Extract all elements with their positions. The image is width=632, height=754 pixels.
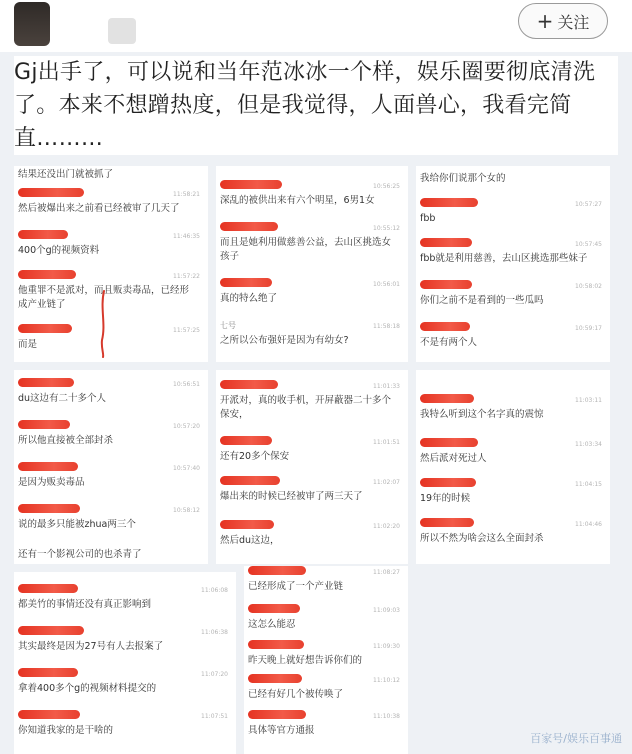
message-text: fbb xyxy=(420,213,436,224)
message-time: 11:03:11 xyxy=(575,397,602,404)
redacted-username xyxy=(18,420,70,429)
chat-message xyxy=(420,438,606,474)
redacted-username xyxy=(420,438,478,447)
chat-message xyxy=(18,166,204,186)
chat-message xyxy=(18,378,204,414)
chat-message xyxy=(220,436,404,472)
message-text: 爆出来的时候已经被审了两三天了 xyxy=(220,491,363,502)
redacted-username xyxy=(420,198,478,207)
message-text: 还有20多个保安 xyxy=(220,451,290,462)
redacted-username xyxy=(18,668,78,677)
chat-message xyxy=(248,674,404,704)
chat-screenshot-4 xyxy=(14,370,208,564)
message-time: 11:57:25 xyxy=(173,327,200,334)
message-text: 400个g的视频资料 xyxy=(18,245,100,256)
message-time: 11:07:20 xyxy=(201,671,228,678)
chat-message xyxy=(18,584,232,620)
message-text: 19年的时候 xyxy=(420,493,471,504)
follow-button[interactable] xyxy=(518,3,608,39)
redacted-username xyxy=(18,626,84,635)
redacted-username xyxy=(220,436,272,445)
message-time: 10:56:25 xyxy=(373,183,400,190)
redacted-username xyxy=(18,378,74,387)
redacted-username xyxy=(220,222,278,231)
redacted-username xyxy=(18,188,84,197)
chat-message xyxy=(18,710,232,746)
chat-screenshot-1 xyxy=(14,166,208,362)
message-time: 11:02:20 xyxy=(373,523,400,530)
chat-message xyxy=(220,380,404,432)
message-time: 11:09:30 xyxy=(373,643,400,650)
chat-message xyxy=(420,198,606,232)
username-label: 七号 xyxy=(220,321,236,330)
message-text: 开派对，真的收手机，开屏蔽器二十多个保安， xyxy=(220,395,392,420)
chat-message xyxy=(248,604,404,634)
redacted-username xyxy=(220,180,282,189)
message-text: 而且是她利用做慈善公益，去山区挑选女孩子 xyxy=(220,237,392,262)
message-text: 所以不然为啥会这么全面封杀 xyxy=(420,533,544,544)
message-time: 10:58:02 xyxy=(575,283,602,290)
message-text: 具体等官方通报 xyxy=(248,725,315,736)
message-text: 不是有两个人 xyxy=(420,337,478,348)
message-time: 11:10:38 xyxy=(373,713,400,720)
message-time: 11:10:12 xyxy=(373,677,400,684)
watermark: 百家号/娱乐百事通 xyxy=(530,732,622,745)
follow-label: 关注 xyxy=(557,12,590,32)
redacted-username xyxy=(248,640,304,649)
message-text: 他重罪不是派对，而且贩卖毒品，已经形成产业链了 xyxy=(18,285,190,310)
chat-message xyxy=(18,230,204,268)
message-time: 11:01:33 xyxy=(373,383,400,390)
message-time: 10:57:45 xyxy=(575,241,602,248)
red-pen-mark xyxy=(98,290,108,358)
message-text: 都美竹的事情还没有真正影响到 xyxy=(18,599,152,610)
message-text: 已经有好几个被传唤了 xyxy=(248,689,344,700)
message-text: 你们之前不是看到的一些瓜吗 xyxy=(420,295,544,306)
redacted-username xyxy=(18,584,78,593)
message-time: 10:59:17 xyxy=(575,325,602,332)
message-text: 是因为贩卖毒品 xyxy=(18,477,85,488)
message-time: 11:06:08 xyxy=(201,587,228,594)
message-text: 然后派对死过人 xyxy=(420,453,487,464)
message-time: 11:07:51 xyxy=(201,713,228,720)
chat-message xyxy=(220,520,404,556)
chat-message xyxy=(420,478,606,514)
message-time: 10:57:27 xyxy=(575,201,602,208)
chat-message xyxy=(420,280,606,316)
message-text: 这怎么能忍 xyxy=(248,619,296,630)
message-text: du这边有二十多个人 xyxy=(18,393,107,404)
chat-message xyxy=(18,668,232,704)
redacted-username xyxy=(420,478,476,487)
redacted-username xyxy=(420,394,474,403)
redacted-username xyxy=(248,566,306,575)
message-text: 我给你们说那个女的 xyxy=(420,173,506,184)
message-text: 然后du这边， xyxy=(220,535,280,546)
message-text: 而是 xyxy=(18,339,38,350)
message-time: 11:08:27 xyxy=(373,569,400,576)
message-time: 11:06:38 xyxy=(201,629,228,636)
message-time: 11:09:03 xyxy=(373,607,400,614)
chat-message xyxy=(420,394,606,430)
chat-message xyxy=(18,626,232,662)
chat-message xyxy=(18,462,204,498)
message-time: 10:57:40 xyxy=(173,465,200,472)
username-placeholder xyxy=(108,18,136,44)
redacted-username xyxy=(420,238,472,247)
chat-message xyxy=(220,320,404,356)
chat-message xyxy=(420,322,606,358)
message-text: 其实最终是因为27号有人去报案了 xyxy=(18,641,164,652)
redacted-username xyxy=(18,710,80,719)
chat-message xyxy=(420,238,606,274)
message-time: 11:03:34 xyxy=(575,441,602,448)
post-text: Gj出手了，可以说和当年范冰冰一个样，娱乐圈要彻底清洗了。本来不想蹭热度，但是我觉得，人面兽心，我看完简直……… xyxy=(14,56,618,155)
chat-message xyxy=(248,710,404,740)
message-time: 11:02:07 xyxy=(373,479,400,486)
message-text: 你知道我家的是干啥的 xyxy=(18,725,114,736)
chat-screenshot-7 xyxy=(14,572,236,754)
chat-message xyxy=(220,180,404,220)
message-text: 然后被爆出来之前看已经被审了几天了 xyxy=(18,203,180,214)
chat-message xyxy=(220,476,404,512)
redacted-username xyxy=(18,230,68,239)
message-text: 之所以公布强奸是因为有幼女? xyxy=(220,335,349,346)
redacted-username xyxy=(220,476,280,485)
message-text: 深乱的被供出来有六个明星，6男1女 xyxy=(220,195,375,206)
chat-message xyxy=(220,278,404,314)
chat-message xyxy=(420,518,606,554)
message-time: 10:56:51 xyxy=(173,381,200,388)
redacted-username xyxy=(248,604,300,613)
chat-message xyxy=(18,420,204,456)
message-text: 我特么听到这个名字真的震惊 xyxy=(420,409,544,420)
message-time: 11:04:46 xyxy=(575,521,602,528)
chat-message xyxy=(18,542,204,564)
message-text: fbb就是利用慈善，去山区挑选那些妹子 xyxy=(420,253,588,264)
chat-message xyxy=(220,222,404,272)
message-time: 11:01:51 xyxy=(373,439,400,446)
message-time: 10:55:12 xyxy=(373,225,400,232)
post-header xyxy=(0,0,632,52)
redacted-username xyxy=(220,520,274,529)
redacted-username xyxy=(18,324,72,333)
redacted-username xyxy=(248,710,306,719)
redacted-username xyxy=(420,518,474,527)
message-text: 还有一个影视公司的也杀青了 xyxy=(18,549,142,560)
redacted-username xyxy=(18,504,80,513)
message-time: 11:58:18 xyxy=(373,323,400,330)
message-time: 11:46:35 xyxy=(173,233,200,240)
message-time: 10:56:01 xyxy=(373,281,400,288)
message-time: 11:58:21 xyxy=(173,191,200,198)
redacted-username xyxy=(18,270,76,279)
redacted-username xyxy=(420,280,472,289)
chat-message xyxy=(18,270,204,320)
redacted-username xyxy=(220,278,272,287)
chat-message xyxy=(18,504,204,540)
message-text: 真的特么绝了 xyxy=(220,293,278,304)
message-time: 10:57:20 xyxy=(173,423,200,430)
chat-screenshot-8 xyxy=(244,566,408,754)
redacted-username xyxy=(220,380,278,389)
avatar[interactable] xyxy=(14,2,50,46)
message-text: 说的最多只能被zhua两三个 xyxy=(18,519,136,530)
chat-message xyxy=(18,324,204,360)
message-text: 已经形成了一个产业链 xyxy=(248,581,344,592)
message-time: 11:57:22 xyxy=(173,273,200,280)
message-text: 昨天晚上就好想告诉你们的 xyxy=(248,655,363,666)
chat-message xyxy=(248,566,404,596)
message-text: 所以他直接被全部封杀 xyxy=(18,435,114,446)
message-text: 拿着400多个g的视频材料提交的 xyxy=(18,683,157,694)
chat-screenshot-6 xyxy=(416,370,610,564)
redacted-username xyxy=(18,462,78,471)
chat-message xyxy=(420,166,606,194)
chat-screenshot-3 xyxy=(416,166,610,362)
plus-icon: + xyxy=(536,9,554,33)
redacted-username xyxy=(420,322,470,331)
redacted-username xyxy=(248,674,302,683)
message-time: 11:04:15 xyxy=(575,481,602,488)
chat-screenshot-5 xyxy=(216,370,408,564)
chat-screenshot-2 xyxy=(216,166,408,362)
message-text: 结果还没出门就被抓了 xyxy=(18,169,114,180)
message-time: 10:58:12 xyxy=(173,507,200,514)
chat-message xyxy=(248,640,404,670)
chat-message xyxy=(18,188,204,228)
